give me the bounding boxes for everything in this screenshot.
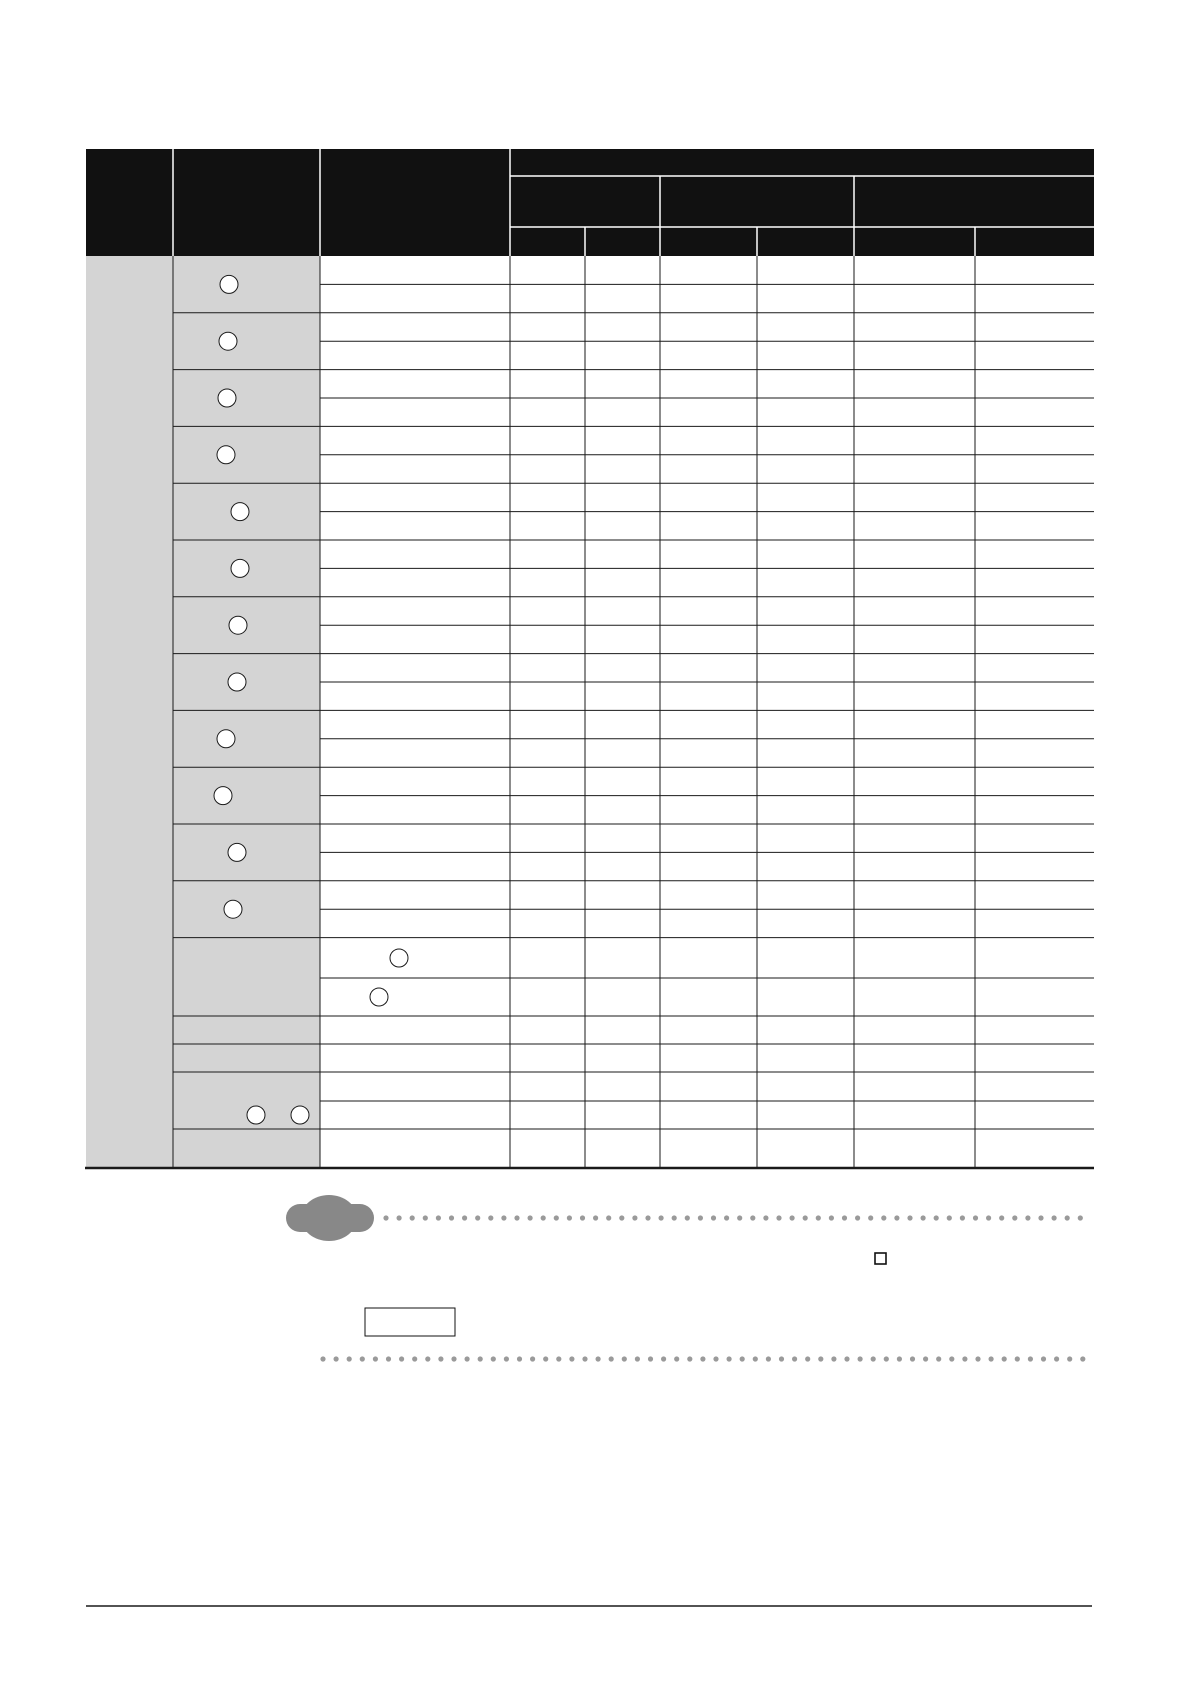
dotted-rule — [619, 1215, 624, 1220]
dotted-rule — [973, 1215, 978, 1220]
marker-circle-icon — [228, 673, 246, 691]
dotted-rule — [648, 1356, 653, 1361]
dotted-rule — [818, 1356, 823, 1361]
dotted-rule — [504, 1356, 509, 1361]
dotted-rule — [949, 1356, 954, 1361]
dotted-rule — [934, 1215, 939, 1220]
marker-circle-icon — [231, 503, 249, 521]
dotted-rule — [632, 1215, 637, 1220]
dotted-rule — [1054, 1356, 1059, 1361]
dotted-rule — [606, 1215, 611, 1220]
dotted-rule — [580, 1215, 585, 1220]
dotted-rule — [1015, 1356, 1020, 1361]
dotted-rule — [475, 1215, 480, 1220]
dotted-rule — [659, 1215, 664, 1220]
marker-circle-icon — [231, 559, 249, 577]
dotted-rule — [425, 1356, 430, 1361]
dotted-rule — [750, 1215, 755, 1220]
marker-circle-icon — [219, 332, 237, 350]
marker-circle-icon — [229, 616, 247, 634]
dotted-rule — [753, 1356, 758, 1361]
dotted-rule — [399, 1356, 404, 1361]
dotted-rule — [910, 1356, 915, 1361]
dotted-rule — [609, 1356, 614, 1361]
dotted-rule — [517, 1356, 522, 1361]
dotted-rule — [334, 1356, 339, 1361]
marker-circle-icon — [370, 988, 388, 1006]
dotted-rule — [727, 1356, 732, 1361]
marker-circle-icon — [390, 949, 408, 967]
dotted-rule — [790, 1215, 795, 1220]
dotted-rule — [373, 1356, 378, 1361]
dotted-rule — [687, 1356, 692, 1361]
dotted-rule — [451, 1356, 456, 1361]
dotted-rule — [491, 1356, 496, 1361]
marker-circle-icon — [224, 900, 242, 918]
dotted-rule — [858, 1356, 863, 1361]
marker-circle-icon — [218, 389, 236, 407]
dotted-rule — [844, 1356, 849, 1361]
dotted-rule — [462, 1215, 467, 1220]
dotted-rule — [871, 1356, 876, 1361]
dotted-rule — [737, 1215, 742, 1220]
dotted-rule — [724, 1215, 729, 1220]
dotted-rule — [700, 1356, 705, 1361]
dotted-rule — [582, 1356, 587, 1361]
dotted-rule — [894, 1215, 899, 1220]
dotted-rule — [803, 1215, 808, 1220]
dotted-rule — [635, 1356, 640, 1361]
dotted-rule — [816, 1215, 821, 1220]
dotted-rule — [672, 1215, 677, 1220]
dotted-rule — [645, 1215, 650, 1220]
dotted-rule — [842, 1215, 847, 1220]
dotted-rule — [556, 1356, 561, 1361]
group-cell — [86, 256, 173, 1168]
dotted-rule — [360, 1356, 365, 1361]
marker-circle-icon — [291, 1106, 309, 1124]
dotted-rule — [923, 1356, 928, 1361]
marker-circle-icon — [217, 730, 235, 748]
dotted-rule — [792, 1356, 797, 1361]
dotted-rule — [713, 1356, 718, 1361]
dotted-rule — [829, 1215, 834, 1220]
dotted-rule — [569, 1356, 574, 1361]
dotted-rule — [347, 1356, 352, 1361]
dotted-rule — [999, 1215, 1004, 1220]
dotted-rule — [661, 1356, 666, 1361]
dotted-rule — [1025, 1215, 1030, 1220]
dotted-rule — [514, 1215, 519, 1220]
marker-circle-icon — [247, 1106, 265, 1124]
dotted-rule — [541, 1215, 546, 1220]
dotted-rule — [831, 1356, 836, 1361]
dotted-rule — [383, 1215, 388, 1220]
dotted-rule — [740, 1356, 745, 1361]
dotted-rule — [320, 1356, 325, 1361]
dotted-rule — [868, 1215, 873, 1220]
dotted-rule — [436, 1215, 441, 1220]
dotted-rule — [989, 1356, 994, 1361]
dotted-rule — [386, 1356, 391, 1361]
dotted-rule — [438, 1356, 443, 1361]
dotted-rule — [1041, 1356, 1046, 1361]
dotted-rule — [554, 1215, 559, 1220]
dotted-rule — [596, 1356, 601, 1361]
dotted-rule — [1012, 1215, 1017, 1220]
boxed-label-frame — [365, 1308, 455, 1336]
marker-circle-icon — [220, 275, 238, 293]
dotted-rule — [1052, 1215, 1057, 1220]
dotted-rule — [698, 1215, 703, 1220]
dotted-rule — [884, 1356, 889, 1361]
dotted-rule — [1038, 1215, 1043, 1220]
dotted-rule — [975, 1356, 980, 1361]
dotted-rule — [488, 1215, 493, 1220]
dotted-rule — [960, 1215, 965, 1220]
dotted-rule — [897, 1356, 902, 1361]
dotted-rule — [530, 1356, 535, 1361]
dotted-rule — [528, 1215, 533, 1220]
dotted-rule — [1078, 1215, 1083, 1220]
dotted-rule — [1065, 1215, 1070, 1220]
marker-circle-icon — [217, 446, 235, 464]
dotted-rule — [465, 1356, 470, 1361]
dotted-rule — [423, 1215, 428, 1220]
dotted-rule — [921, 1215, 926, 1220]
dotted-rule — [881, 1215, 886, 1220]
dotted-rule — [674, 1356, 679, 1361]
dotted-rule — [1002, 1356, 1007, 1361]
dotted-rule — [1080, 1356, 1085, 1361]
dotted-rule — [685, 1215, 690, 1220]
dotted-rule — [567, 1215, 572, 1220]
dotted-rule — [1067, 1356, 1072, 1361]
marker-circle-icon — [228, 843, 246, 861]
dotted-rule — [986, 1215, 991, 1220]
dotted-rule — [855, 1215, 860, 1220]
dotted-rule — [907, 1215, 912, 1220]
dotted-rule — [776, 1215, 781, 1220]
dotted-rule — [543, 1356, 548, 1361]
table-header — [86, 149, 1094, 256]
dotted-rule — [410, 1215, 415, 1220]
dotted-rule — [962, 1356, 967, 1361]
marker-circle-icon — [214, 787, 232, 805]
dotted-rule — [805, 1356, 810, 1361]
checkbox-icon — [875, 1253, 886, 1264]
dotted-rule — [711, 1215, 716, 1220]
dotted-rule — [593, 1215, 598, 1220]
dotted-rule — [763, 1215, 768, 1220]
dotted-rule — [397, 1215, 402, 1220]
dotted-rule — [412, 1356, 417, 1361]
dotted-rule — [936, 1356, 941, 1361]
dotted-rule — [1028, 1356, 1033, 1361]
dotted-rule — [478, 1356, 483, 1361]
dotted-rule — [779, 1356, 784, 1361]
dotted-rule — [501, 1215, 506, 1220]
dotted-rule — [622, 1356, 627, 1361]
note-badge-icon — [301, 1195, 357, 1241]
dotted-rule — [449, 1215, 454, 1220]
dotted-rule — [947, 1215, 952, 1220]
label-column — [173, 256, 320, 1168]
dotted-rule — [766, 1356, 771, 1361]
